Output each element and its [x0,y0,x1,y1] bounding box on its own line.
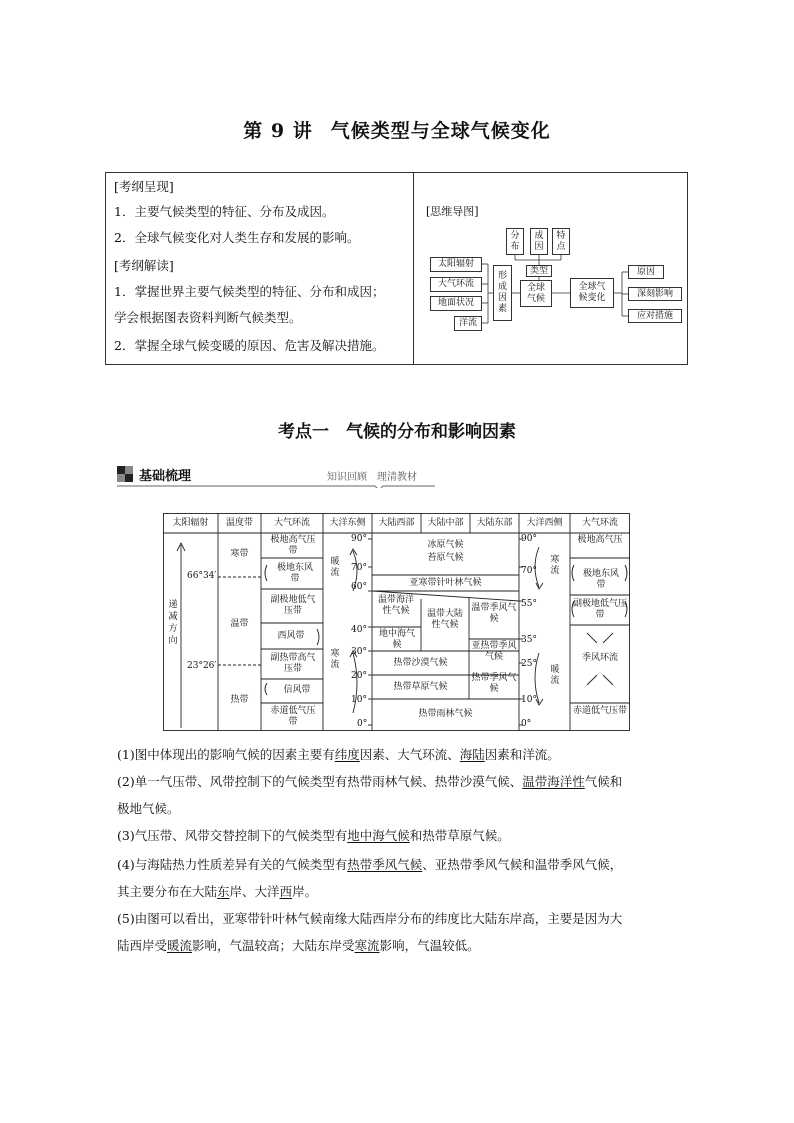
p2-answer-1: 温带海洋性 [522,774,585,789]
circ-r-monsoon: 季风环流 [581,653,618,663]
lecture-title [0,116,794,143]
climate-tundra: 苔原气候 [427,553,464,563]
paragraph-1 [117,741,685,768]
decrease-direction: 递减方向 [168,600,178,646]
mm-factor-surface: 地面状况 [430,296,482,311]
p4-answer-3: 西 [279,884,293,899]
paragraph-2 [117,768,685,822]
mm-outcome-measures: 应对措施 [628,309,682,323]
mm-factor-circulation: 大气环流 [430,277,482,292]
circ-polar-high: 极地高气压带 [270,535,316,556]
interpretation-item: 1．掌握世界主要气候类型的特征、分布和成因； [114,284,385,299]
p1-answer-2: 海陆 [459,747,485,762]
paragraph-3 [117,822,685,849]
circ-westerlies: 西风带 [277,631,305,641]
paragraph-4 [117,851,685,905]
p5-answer-1: 暖流 [167,938,193,953]
lat-tropic: 23°26′ [187,661,217,671]
lat-tick: 70° [351,563,367,573]
climate-subtrop-monsoon: 亚热带季风气候 [471,641,517,662]
mm-outcome-cause: 原因 [628,265,664,279]
p2-text: 极地气候。 [117,801,180,816]
circ-polar-east: 极地东风带 [276,563,313,584]
lat-tick: 90° [351,534,367,544]
climate-maritime: 温带海洋性气候 [377,595,414,616]
hdr-radiation: 太阳辐射 [172,518,209,528]
climate-taiga: 亚寒带针叶林气候 [409,578,482,588]
p1-text: 因素、大气环流、 [359,747,460,762]
p4-text: 岸。 [292,884,318,899]
p1-text: (1)图中体现出的影响气候的因素主要有 [117,747,335,762]
p5-answer-2: 寒流 [354,938,380,953]
syllabus-panel [106,173,414,364]
syllabus-item: 2．全球气候变化对人类生存和发展的影响。 [114,230,360,245]
p5-text: (5)由图可以看出，亚寒带针叶林气候南缘大陆西岸分布的纬度比大陆东岸高，主要是因为大 [117,911,623,926]
interpretation-heading: [考纲解读] [114,258,174,273]
hdr-ocean-west: 大洋西侧 [526,518,563,528]
lat-tick: 10° [351,695,367,705]
syllabus-heading: [考纲呈现] [114,179,174,194]
climate-rainforest: 热带雨林气候 [418,709,473,719]
current-warm: 暖流 [330,557,340,578]
hdr-circulation-right: 大气环流 [581,518,618,528]
mm-factor-radiation: 太阳辐射 [430,257,482,272]
p2-text: (2)单一气压带、风带控制下的气候类型有热带雨林气候、热带沙漠气候、 [117,774,523,789]
p4-text: (4)与海陆热力性质差异有关的气候类型有 [117,857,348,872]
lat-tick-right: 35° [521,635,537,645]
interpretation-item: 2．掌握全球气候变暖的原因、危害及解决措施。 [114,338,385,353]
interpretation-item: 学会根据图表资料判断气候类型。 [114,310,302,325]
lat-tick-right: 90° [521,534,537,544]
lat-tick-right: 25° [521,659,537,669]
syllabus-item: 1．主要气候类型的特征、分布及成因。 [114,204,335,219]
section-title: 考点一 气候的分布和影响因素 [278,422,516,442]
circ-subtropical-high: 副热带高气压带 [270,653,316,674]
circ-r-subpolar-low: 副极地低气压带 [573,599,628,620]
hdr-temp-zone: 温度带 [225,518,253,528]
lat-tick-right: 55° [521,599,537,609]
mm-cause: 成因 [530,228,548,255]
p3-answer-1: 地中海气候 [347,828,410,843]
basic-review-title: 基础梳理 [139,469,192,484]
mind-map-label: [思维导图] [426,205,479,218]
hdr-continent-east: 大陆东部 [476,518,513,528]
lecture-number: 第 9 讲 [243,120,313,142]
circ-subpolar-low: 副极地低气压带 [270,595,316,616]
mm-global-change: 全球气候变化 [570,278,614,308]
climate-temp-monsoon: 温带季风气候 [471,603,517,624]
mm-factor-current: 洋流 [454,316,482,331]
lat-tick: 40° [351,625,367,635]
climate-ice: 冰原气候 [427,540,464,550]
current-cold-east: 寒流 [330,649,340,670]
mind-map [414,173,687,364]
lecture-topic: 气候类型与全球气候变化 [330,120,551,142]
hdr-continent-mid: 大陆中部 [427,518,464,528]
mm-form-factors: 形成因素 [493,265,512,321]
p5-text: 影响，气温较高；大陆东岸受 [192,938,355,953]
climate-trop-monsoon: 热带季风气候 [471,673,517,694]
p4-answer-2: 东 [217,884,230,899]
hdr-circulation-left: 大气环流 [273,518,310,528]
outline-box [105,172,688,365]
lat-tick-right: 0° [521,719,532,729]
climate-savanna: 热带草原气候 [393,682,448,692]
lat-tick: 20° [351,671,367,681]
lat-tick: 0° [357,719,368,729]
p4-answer-1: 热带季风气候 [347,857,423,872]
mm-feature: 特点 [552,228,570,255]
mm-outcome-impact: 深刻影响 [628,287,682,301]
mm-distribution: 分布 [506,228,524,255]
climate-diagram [163,513,630,731]
p5-text: 影响，气温较低。 [379,938,480,953]
circ-r-equatorial-low: 赤道低气压带 [573,706,628,716]
p3-text: 和热带草原气候。 [409,828,510,843]
zone-temperate: 温带 [230,619,249,629]
lat-tick-right: 10° [521,695,537,705]
climate-desert: 热带沙漠气候 [393,658,448,668]
p2-text: 气候和 [584,774,623,789]
circ-r-polar-east: 极地东风带 [582,569,619,590]
zone-frigid: 寒带 [230,549,249,559]
mm-type: 类型 [526,265,552,277]
p4-text: 其主要分布在大陆 [117,884,218,899]
paragraph-5 [117,905,685,959]
p4-text: 岸、大洋 [229,884,280,899]
p5-text: 陆西岸受 [117,938,168,953]
lat-tick-right: 70° [521,566,537,576]
climate-mediterranean: 地中海气候 [378,629,415,650]
basic-review-subtitle: 知识回顾 理清教材 [327,472,417,483]
hdr-ocean-east: 大洋东侧 [329,518,366,528]
lat-tick: 30° [351,647,367,657]
mm-global-climate: 全球气候 [520,280,552,307]
zone-tropical: 热带 [230,695,249,705]
p3-text: (3)气压带、风带交替控制下的气候类型有 [117,828,348,843]
lat-tick: 60° [351,582,367,592]
circ-r-polar-high: 极地高气压 [577,535,623,545]
climate-continental: 温带大陆性气候 [426,609,463,630]
p1-answer-1: 纬度 [334,747,360,762]
hdr-continent-west: 大陆西部 [378,518,415,528]
circ-trade-wind: 信风带 [283,685,311,695]
current-warm-west: 暖流 [550,665,560,686]
circ-equatorial-low: 赤道低气压带 [270,706,316,727]
lat-arctic-circle: 66°34′ [187,571,217,581]
p1-text: 因素和洋流。 [484,747,560,762]
current-cold-west: 寒流 [550,555,560,576]
p4-text: 、亚热带季风气候和温带季风气候， [422,857,623,872]
